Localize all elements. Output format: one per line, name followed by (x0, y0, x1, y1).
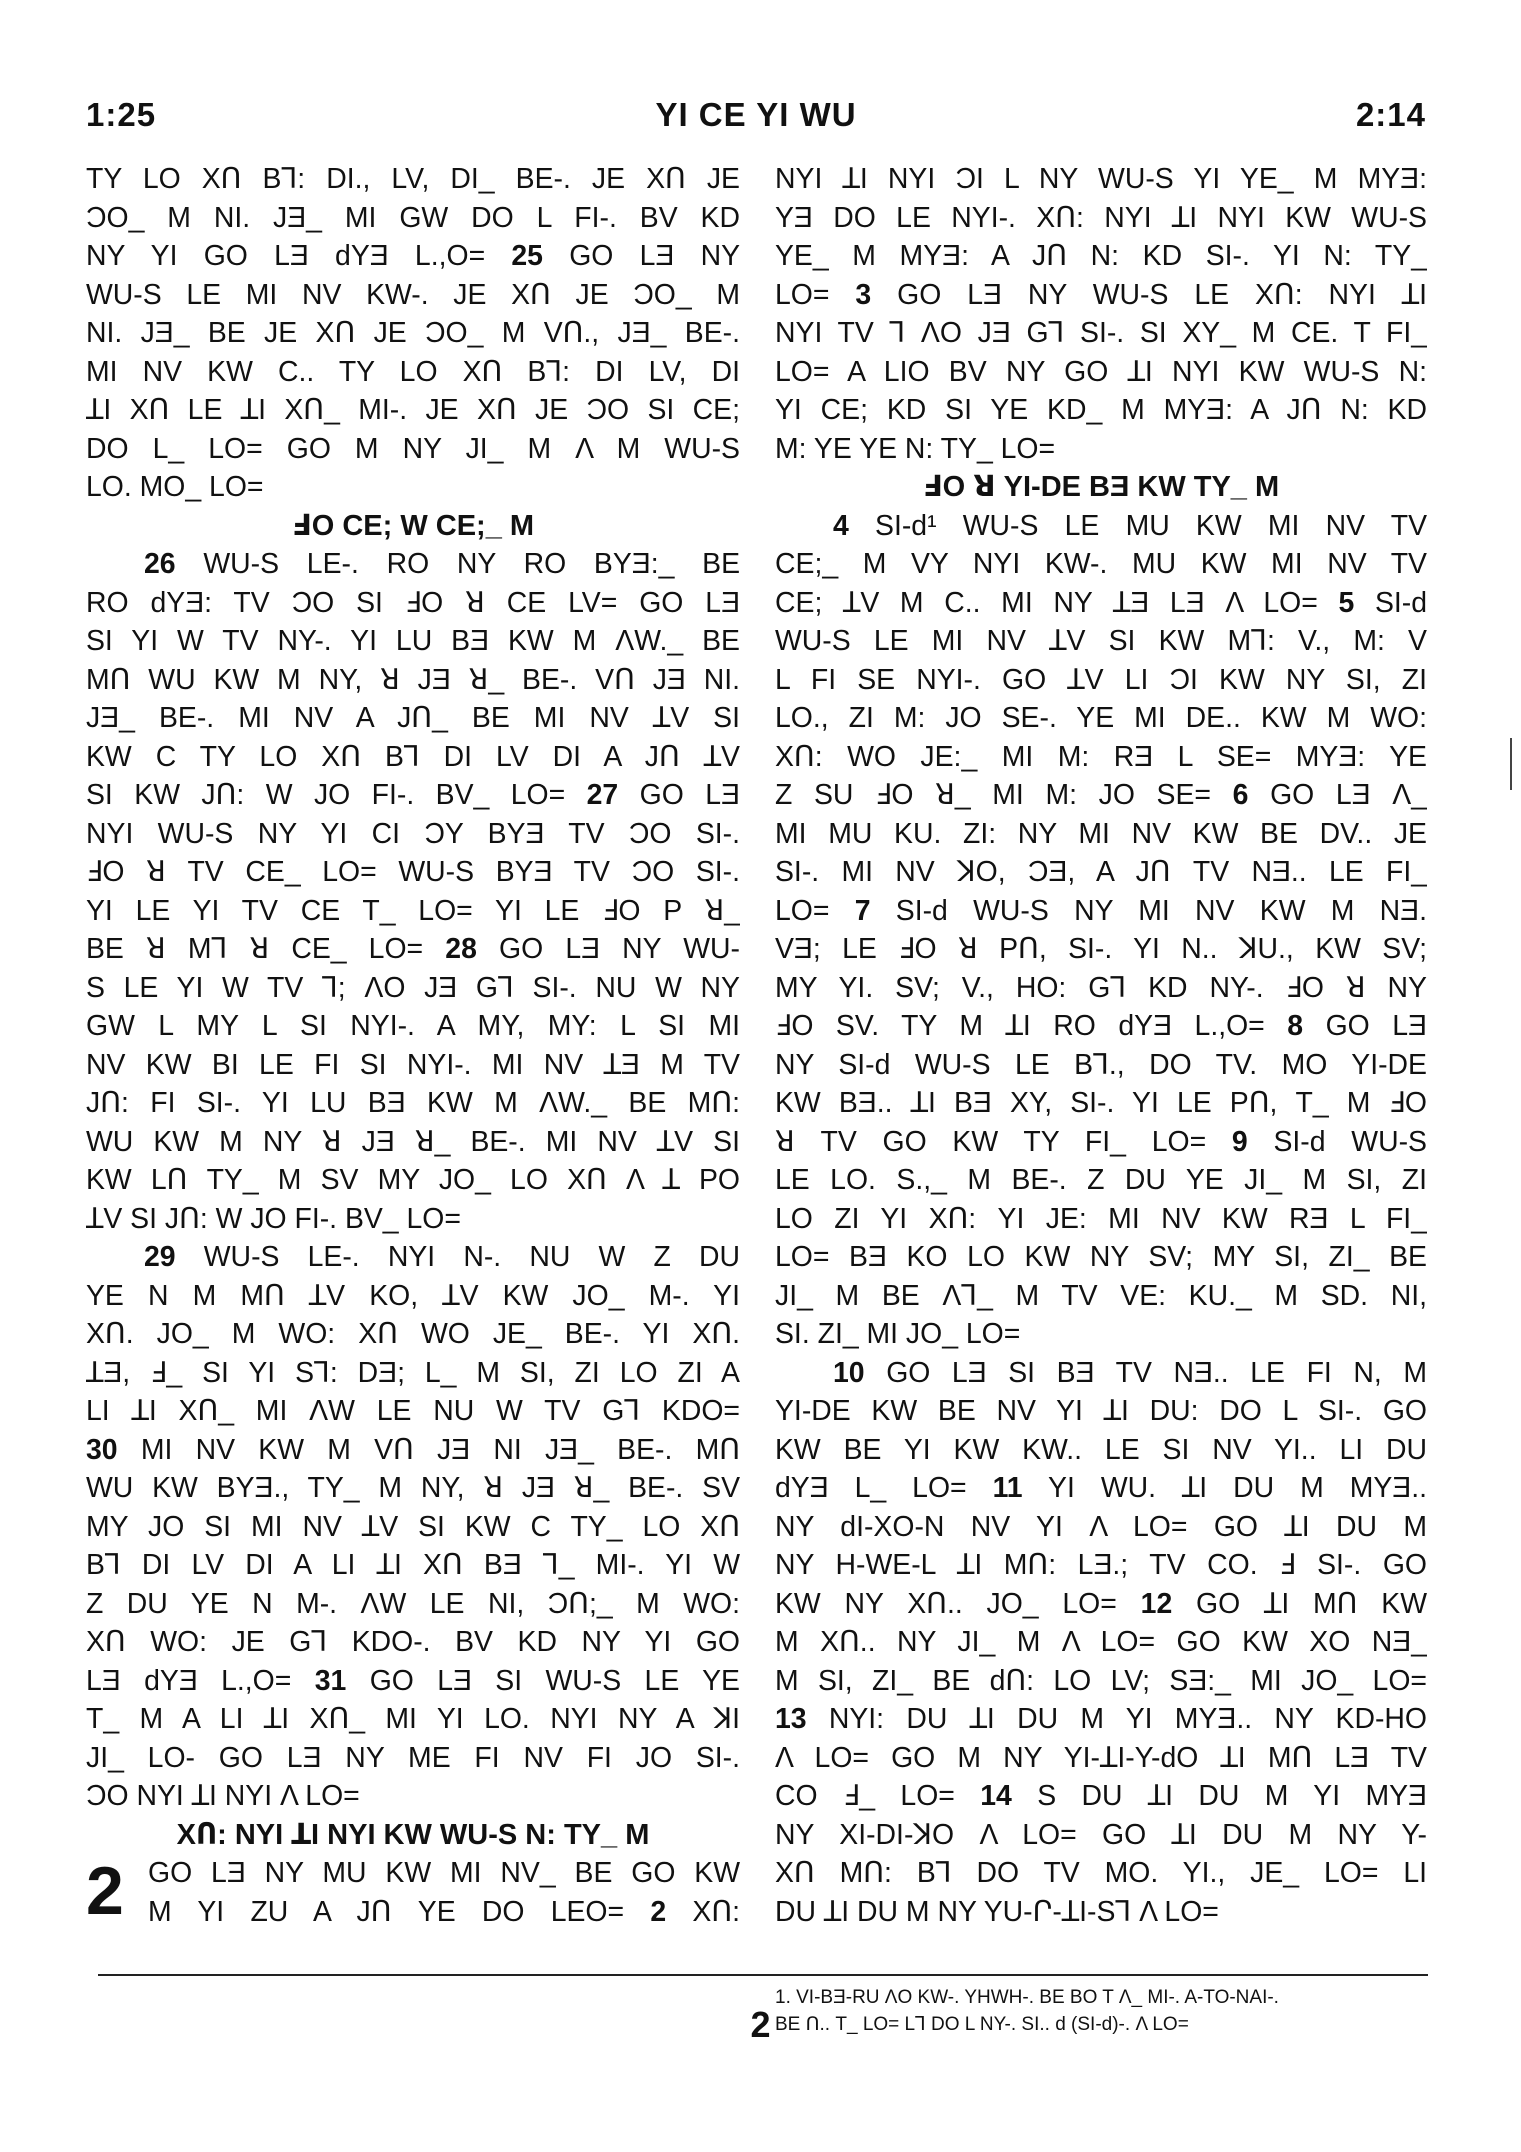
line-text: KW BE YI KW KW.. LE SI NV YI.. LI DU (775, 1433, 1427, 1466)
text-line (148, 1893, 740, 1932)
text-line (86, 1200, 740, 1239)
line-text: GO ꓕI MՈ KW (1196, 1587, 1427, 1620)
line-text: ꓕV SI JՈ: W JO FI-. BV_ LO= (86, 1202, 461, 1235)
verse-number: 12 (1140, 1587, 1173, 1620)
line-text: XՈ WO: JE Gꓶ KDO-. BV KD NY YI GO (86, 1626, 740, 1658)
text-line (775, 160, 1427, 199)
line-text: LI ꓕI XՈ_ MI ΛW LE NU W TV Gꓶ KDO= (86, 1395, 740, 1427)
line-text: JՈ: FI SI-. YI LU BƎ KW M ΛW._ BE MՈ: (86, 1087, 740, 1119)
verse-number: 14 (980, 1780, 1012, 1812)
line-text: XՈ: NYI ꓕI NYI KW WU-S N: TY_ M (176, 1818, 650, 1851)
line-text: NY SI-d WU-S LE Bꓶ., DO TV. MO YI-DE (775, 1048, 1427, 1081)
section-heading (86, 1816, 740, 1855)
line-text: DO L_ LO= GO M NY JI_ M Λ M WU-S (86, 432, 740, 465)
line-text: GO LƎ NY WU- (499, 933, 740, 965)
text-line (775, 1046, 1427, 1085)
line-text: GW L MY L SI NYI-. A MY, MY: L SI MI (86, 1010, 740, 1042)
line-text: ƆO_ M NI. JƎ_ MI GW DO L FI-. BV KD (86, 201, 740, 234)
line-text: LO., ZI M: JO SE-. YE MI DE.. KW M WO: (775, 702, 1427, 734)
line-text: GO LƎ NY WU-S LE XՈ: NYI ꓕI (897, 278, 1427, 311)
text-line (775, 1431, 1427, 1470)
line-text: SI-. MI NV ꓘO, ƆƎ, A JՈ TV NƎ.. LE FI_ (775, 856, 1427, 888)
line-text: SI. ZI_ MI JO_ LO= (775, 1318, 1021, 1350)
line-text: CE;_ M VY NYI KW-. MU KW MI NV TV (775, 548, 1427, 580)
text-line (148, 1854, 740, 1893)
line-text: GO LƎ NY MU KW MI NV_ BE GO KW (148, 1857, 740, 1889)
text-line (775, 584, 1427, 623)
text-line (86, 353, 740, 392)
line-text: XՈ: WO JE:_ MI M: RƎ L SE= MYƎ: YE (775, 740, 1427, 773)
text-line (775, 1354, 1427, 1393)
text-line (86, 1392, 740, 1431)
verse-number: 8 (1287, 1010, 1304, 1042)
line-text: NY H-WE-L ꓕI MՈ: LƎ.; TV CO. ꓞ SI-. GO (775, 1549, 1427, 1581)
text-line (775, 853, 1427, 892)
text-line (775, 507, 1427, 546)
line-text: SI YI W TV NY-. YI LU BƎ KW M ΛW._ BE (86, 625, 740, 657)
line-text: M: YE YE N: TY_ LO= (775, 432, 1056, 465)
line-text: RO dYƎ: TV ƆO SI ꓞO ꓤ CE LV= GO LƎ (86, 586, 740, 619)
line-text: YE N M MՈ ꓕV KO, ꓕV KW JO_ M-. YI (86, 1279, 740, 1312)
text-line (86, 237, 740, 276)
book-title: YI CE YI WU (655, 96, 857, 133)
line-text: GO LƎ SI BƎ TV NƎ.. LE FI N, M (886, 1356, 1427, 1389)
text-line (775, 1007, 1427, 1046)
line-text: BE ꓤ Mꓶ ꓤ CE_ LO= (86, 933, 424, 965)
line-text: NI. JƎ_ BE JE XՈ JE ƆO_ M VՈ., JƎ_ BE-. (86, 317, 740, 349)
line-text: SI-d WU-S NY MI NV KW M NƎ. (895, 894, 1427, 927)
line-text: ꓕƎ, ꓞ_ SI YI Sꓶ: DƎ; L_ M SI, ZI LO ZI A (86, 1356, 740, 1389)
text-line (775, 815, 1427, 854)
verse-number: 26 (144, 548, 176, 580)
line-text: SI-d WU-S (1273, 1125, 1427, 1158)
line-text: GO LƎ (639, 779, 740, 811)
line-text: ꓞO ꓤ YI-DE BƎ KW TY_ M (922, 471, 1280, 503)
text-line (775, 738, 1427, 777)
text-line (86, 1431, 740, 1470)
text-line (86, 892, 740, 931)
line-text: YI-DE KW BE NV YI ꓕI DU: DO L SI-. GO (775, 1395, 1427, 1427)
verse-number: 31 (314, 1664, 347, 1697)
footnote-divider (98, 1974, 1428, 1976)
line-text: NV KW BI LE FI SI NYI-. MI NV ꓕƎ M TV (86, 1048, 740, 1081)
line-text: XՈ. JO_ M WO: XՈ WO JE_ BE-. YI XՈ. (86, 1318, 740, 1350)
line-text: XՈ: (692, 1895, 740, 1928)
text-line (775, 776, 1427, 815)
text-line (775, 276, 1427, 315)
line-text: YƎ DO LE NYI-. XՈ: NYI ꓕI NYI KW WU-S (775, 201, 1427, 234)
text-line (86, 1777, 740, 1816)
text-line (86, 1700, 740, 1739)
verse-number: 25 (511, 240, 543, 272)
text-line (86, 1123, 740, 1162)
line-text: LO= (775, 894, 830, 927)
line-text: NY YI GO LƎ dYƎ L.,O= (86, 240, 486, 272)
verse-number: 4 (833, 509, 849, 542)
line-text: NY XI-DI-ꓘO Λ LO= GO ꓕI DU M NY Y- (775, 1818, 1427, 1851)
text-line (86, 1161, 740, 1200)
text-line (775, 1777, 1427, 1816)
line-text: WU-S LE-. RO NY RO BYƎ:_ BE (203, 548, 740, 580)
text-line (775, 1200, 1427, 1239)
text-line (775, 661, 1427, 700)
text-line (775, 1277, 1427, 1316)
text-line (775, 314, 1427, 353)
reference-end: 2:14 (1355, 96, 1426, 133)
line-text: M SI, ZI_ BE dՈ: LO LV; SƎ:_ MI JO_ LO= (775, 1664, 1427, 1697)
text-line (775, 1700, 1427, 1739)
text-line (775, 353, 1427, 392)
text-line (775, 1161, 1427, 1200)
section-heading (86, 507, 740, 546)
line-text: NYI: DU ꓕI DU M YI MYƎ.. NY KD-HO (828, 1703, 1427, 1735)
verse-number: 6 (1232, 779, 1249, 811)
line-text: WU-S LE MI NV KW-. JE XՈ JE ƆO_ M (86, 278, 740, 311)
line-text: LO ZI YI XՈ: YI JE: MI NV KW RƎ L FI_ (775, 1202, 1427, 1235)
verse-number: 13 (775, 1703, 807, 1735)
verse-number: 29 (144, 1241, 176, 1273)
text-line (86, 1546, 740, 1585)
line-text: NYI TV ꓶ ΛO JƎ Gꓶ SI-. SI XY_ M CE. T FI_ (775, 317, 1427, 349)
line-text: MI MU KU. ZI: NY MI NV KW BE DV.. JE (775, 817, 1427, 850)
line-text: SI KW JՈ: W JO FI-. BV_ LO= (86, 779, 566, 811)
line-text: GO LƎ Λ_ (1270, 779, 1427, 811)
text-line (775, 969, 1427, 1008)
text-line (775, 1585, 1427, 1624)
line-text: ꓞO ꓤ TV CE_ LO= WU-S BYƎ TV ƆO SI-. (86, 856, 740, 888)
verse-number: 27 (586, 779, 619, 811)
text-line (86, 1739, 740, 1778)
text-line (775, 699, 1427, 738)
text-line (86, 468, 740, 507)
text-line (775, 1893, 1427, 1932)
line-text: LO= A LIO BV NY GO ꓕI NYI KW WU-S N: (775, 355, 1427, 388)
text-line (775, 1084, 1427, 1123)
line-text: Z SU ꓞO ꓤ_ MI M: JO SE= (775, 779, 1211, 811)
text-line (86, 1662, 740, 1701)
verse-number: 30 (86, 1433, 118, 1466)
line-text: WU KW BYƎ., TY_ M NY, ꓤ JƎ ꓤ_ BE-. SV (86, 1472, 740, 1504)
line-text: YE_ M MYƎ: A JՈ N: KD SI-. YI N: TY_ (775, 240, 1427, 272)
line-text: dYƎ L_ LO= (775, 1472, 967, 1504)
line-text: YI LE YI TV CE T_ LO= YI LE ꓞO P ꓤ_ (86, 894, 740, 927)
line-text: M XՈ.. NY JI_ M Λ LO= GO KW XO NƎ_ (775, 1626, 1427, 1658)
verse-number: 10 (833, 1356, 865, 1389)
verse-number: 9 (1231, 1125, 1248, 1158)
text-line (86, 622, 740, 661)
text-line (775, 1739, 1427, 1778)
verse-number: 11 (992, 1472, 1023, 1504)
text-line (775, 622, 1427, 661)
text-line (86, 314, 740, 353)
line-text: S LE YI W TV ꓶ; ΛO JƎ Gꓶ SI-. NU W NY (86, 971, 740, 1004)
line-text: JI_ LO- GO LƎ NY ME FI NV FI JO SI-. (86, 1741, 740, 1774)
line-text: LO= BƎ KO LO KW NY SV; MY SI, ZI_ BE (775, 1241, 1427, 1273)
text-line (86, 815, 740, 854)
text-line (86, 776, 740, 815)
line-text: Z DU YE N M-. ΛW LE NI, ƆՈ;_ M WO: (86, 1587, 740, 1620)
margin-mark (1510, 738, 1512, 790)
page-number: 2 (750, 2004, 771, 2045)
text-line (86, 1354, 740, 1393)
text-line (86, 1623, 740, 1662)
text-line (775, 1546, 1427, 1585)
line-text: CO ꓞ_ LO= (775, 1780, 955, 1812)
verse-number: 28 (445, 933, 477, 965)
line-text: JƎ_ BE-. MI NV A JՈ_ BE MI NV ꓕV SI (86, 702, 740, 734)
line-text: LO= (775, 278, 830, 311)
line-text: NYI WU-S NY YI CI ƆY BYƎ TV ƆO SI-. (86, 817, 740, 850)
line-text: MY YI. SV; V., HO: Gꓶ KD NY-. ꓞO ꓤ NY (775, 971, 1427, 1004)
text-line (86, 699, 740, 738)
line-text: YI CE; KD SI YE KD_ M MYƎ: A JՈ N: KD (775, 394, 1427, 426)
text-line (86, 853, 740, 892)
line-text: TY LO XՈ Bꓶ: DI., LV, DI_ BE-. JE XՈ JE (86, 163, 740, 195)
text-line (86, 199, 740, 238)
left-column (86, 160, 740, 1931)
line-text: CE; ꓕV M C.. MI NY ꓕƎ LƎ Λ LO= (775, 586, 1318, 619)
line-text: KW NY XՈ.. JO_ LO= (775, 1587, 1117, 1620)
reference-start: 1:25 (86, 96, 157, 133)
text-line (775, 1623, 1427, 1662)
line-text: ƆO NYI ꓕI NYI Λ LO= (86, 1780, 360, 1812)
line-text: WU-S LE-. NYI N-. NU W Z DU (203, 1241, 740, 1273)
text-line (86, 1238, 740, 1277)
line-text: KW BƎ.. ꓕI BƎ XY, SI-. YI LE PՈ, T_ M ꓞO (775, 1087, 1427, 1119)
line-text: WU-S LE MI NV ꓕV SI KW Mꓶ: V., M: V (775, 625, 1427, 657)
text-line (775, 1854, 1427, 1893)
line-text: NYI ꓕI NYI ƆI L NY WU-S YI YE_ M MYƎ: (775, 163, 1427, 195)
verse-number: 3 (855, 278, 872, 311)
line-text: GO LƎ (1325, 1010, 1427, 1042)
text-line (86, 1585, 740, 1624)
line-text: SI-d (1374, 586, 1427, 619)
line-text: LE LO. S.,_ M BE-. Z DU YE JI_ M SI, ZI (775, 1164, 1427, 1196)
text-line (775, 391, 1427, 430)
text-line (775, 1392, 1427, 1431)
running-header (86, 96, 1426, 144)
text-line (775, 1469, 1427, 1508)
line-text: Λ LO= GO M NY YI-ꓕI-Y-dO ꓕI MՈ LƎ TV (775, 1741, 1427, 1774)
line-text: NY dI-XO-N NV YI Λ LO= GO ꓕI DU M (775, 1510, 1427, 1543)
text-line (86, 430, 740, 469)
chapter-lines (148, 1854, 740, 1931)
line-text: KW LՈ TY_ M SV MY JO_ LO XՈ Λ ꓕ PO (86, 1164, 740, 1196)
text-line (86, 969, 740, 1008)
text-line (775, 1238, 1427, 1277)
line-text: MՈ WU KW M NY, ꓤ JƎ ꓤ_ BE-. VՈ JƎ NI. (86, 663, 740, 696)
text-line (86, 1277, 740, 1316)
text-line (775, 1662, 1427, 1701)
text-line (775, 430, 1427, 469)
text-line (86, 1084, 740, 1123)
verse-number: 5 (1338, 586, 1355, 619)
text-line (86, 1469, 740, 1508)
text-line (86, 160, 740, 199)
text-line (86, 276, 740, 315)
text-line (86, 1007, 740, 1046)
line-text: T_ M A LI ꓕI XՈ_ MI YI LO. NYI NY A ꓘI (86, 1703, 740, 1735)
line-text: ꓞO CE; W CE;_ M (291, 509, 535, 542)
line-text: VƎ; LE ꓞO ꓤ PՈ, SI-. YI N.. ꓘU., KW SV; (775, 933, 1427, 965)
text-line (775, 1508, 1427, 1547)
text-line (86, 1046, 740, 1085)
line-text: GO LƎ NY (569, 240, 740, 272)
chapter-start (86, 1854, 740, 1931)
text-line (775, 1315, 1427, 1354)
text-line (86, 930, 740, 969)
footnote-line: BE Ո.. T_ LO= Lꓶ DO L NY-. SI.. d (SI-d)-. Λ LO= (775, 2014, 1189, 2035)
text-line (86, 584, 740, 623)
line-text: M YI ZU A JՈ YE DO LEO= (148, 1895, 625, 1928)
text-line (775, 1816, 1427, 1855)
text-line (775, 1123, 1427, 1162)
section-heading (775, 468, 1427, 507)
text-line (86, 545, 740, 584)
text-line (86, 738, 740, 777)
text-line (775, 199, 1427, 238)
line-text: JI_ M BE Λꓶ_ M TV VE: KU._ M SD. NI, (775, 1279, 1427, 1312)
verse-number: 2 (650, 1895, 667, 1928)
text-line (775, 892, 1427, 931)
line-text: WU KW M NY ꓤ JƎ ꓤ_ BE-. MI NV ꓕV SI (86, 1125, 740, 1158)
line-text: KW C TY LO XՈ Bꓶ DI LV DI A JՈ ꓕV (86, 740, 740, 773)
text-line (86, 661, 740, 700)
line-text: XՈ MՈ: Bꓶ DO TV MO. YI., JE_ LO= LI (775, 1857, 1427, 1889)
line-text: ꓕI XՈ LE ꓕI XՈ_ MI-. JE XՈ JE ƆO SI CE; (86, 394, 740, 426)
text-line (86, 391, 740, 430)
text-line (775, 545, 1427, 584)
line-text: SI-d¹ WU-S LE MU KW MI NV TV (875, 509, 1427, 542)
line-text: ꓞO SV. TY M ꓕI RO dYƎ L.,O= (775, 1010, 1265, 1042)
line-text: YI WU. ꓕI DU M MYƎ.. (1048, 1472, 1427, 1504)
chapter-number: 2 (86, 1853, 124, 1929)
line-text: DU ꓕI DU M NY YU-Ր-ꓕI-Sꓶ Λ LO= (775, 1895, 1219, 1928)
line-text: Bꓶ DI LV DI A LI ꓕI XՈ BƎ ꓶ_ MI-. YI W (86, 1549, 740, 1581)
line-text: LO. MO_ LO= (86, 471, 264, 503)
text-line (86, 1315, 740, 1354)
right-column (775, 160, 1427, 1931)
line-text: MI NV KW M VՈ JƎ NI JƎ_ BE-. MՈ (140, 1433, 740, 1466)
text-line (775, 237, 1427, 276)
text-line (775, 930, 1427, 969)
line-text: L FI SE NYI-. GO ꓕV LI ƆI KW NY SI, ZI (775, 663, 1427, 696)
verse-number: 7 (854, 894, 871, 927)
line-text: ꓤ TV GO KW TY FI_ LO= (775, 1125, 1207, 1158)
line-text: S DU ꓕI DU M YI MYƎ (1037, 1780, 1427, 1812)
line-text: LƎ dYƎ L.,O= (86, 1664, 292, 1697)
line-text: MI NV KW C.. TY LO XՈ Bꓶ: DI LV, DI (86, 355, 740, 388)
line-text: GO LƎ SI WU-S LE YE (369, 1664, 740, 1697)
text-line (86, 1508, 740, 1547)
line-text: MY JO SI MI NV ꓕV SI KW C TY_ LO XՈ (86, 1510, 740, 1543)
footnote-line: 1. VI-BƎ-RU ΛO KW-. YHWH-. BE BO T Λ_ MI-. A-TO-NAI-. (775, 1987, 1279, 2008)
